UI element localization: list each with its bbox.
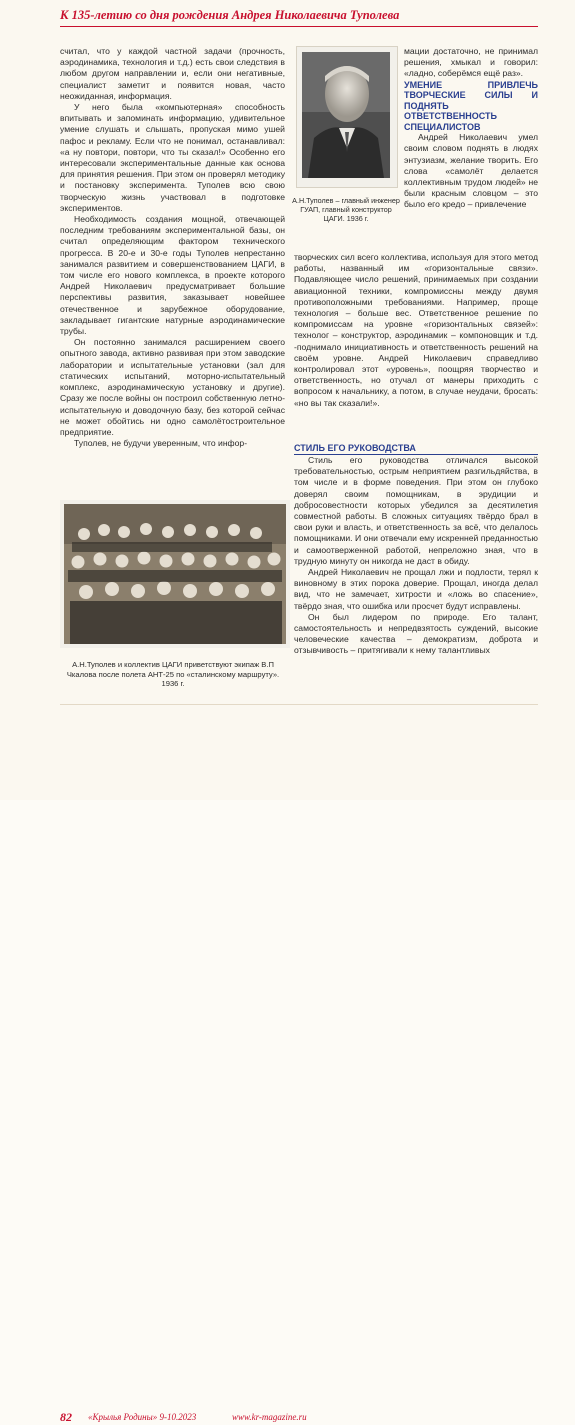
portrait-image	[302, 52, 390, 178]
section-heading-leadership: СТИЛЬ ЕГО РУКОВОДСТВА	[294, 443, 416, 453]
portrait-caption: А.Н.Туполев – главный инженер ГУАП, главный конструктор ЦАГИ. 1936 г.	[292, 196, 400, 224]
magazine-issue: «Крылья Родины» 9-10.2023	[88, 1412, 197, 1422]
paragraph: Туполев, не будучи уверенным, что инфор-	[74, 438, 248, 449]
page-header-title: К 135-летию со дня рождения Андрея Николаевича Туполева	[60, 8, 400, 22]
header-divider	[60, 26, 538, 27]
group-photo	[64, 504, 286, 644]
paragraph: Необходимость создания мощной, отвечающей последним требованиям экспериментальной базы, он считал определяющим фактором технического прогресса. В 20-е и 30-е годы Туполев непрестанно занимался развитием и совершенствованием ЦАГИ, в том числе его нового комплекса, в проекте которого Андрей Николаевич предусматривает большие перспективы развития, заказывает новейшее отечественное и зарубежное оборудование, закладывает гигантские натурные аэродинамические трубы.	[60, 214, 285, 337]
paragraph: Стиль его руководства отличался высокой требовательностью, острым неприятием разгильдяйства, в том числе и в форме поведения. При этом он глубоко доверял своим помощникам, в эрудиции и добросовестности которых убедился за десятилетия совместной работы. В сложных ситуациях твёрдо брал в свои руки и власть, и ответственность за всё, что делалось помощниками. И они отвечали ему искренней преданностью и самоотверженной работой, непреложно зная, что в трудную минуту он никогда не даст в обиду.	[294, 455, 538, 566]
paragraph: Андрей Николаевич умел своим словом поднять в людях энтузиазм, желание творить. Его слова «самолёт делается коллективным трудом людей» не были красным словцом – это было его кредо – привлечение	[404, 132, 538, 210]
page-footer	[0, 704, 575, 1424]
column-right	[404, 46, 538, 211]
section-heading: УМЕНИЕ ПРИВЛЕЧЬ ТВОРЧЕСКИЕ СИЛЫ И ПОДНЯТЬ ОТВЕТСТВЕННОСТЬ СПЕЦИАЛИСТОВ	[404, 79, 538, 132]
paragraph: Андрей Николаевич не прощал лжи и подлости, терял к виновному в этих порока доверие. Прощал, иногда делал вид, что не замечает, хитрости и «ложь во спасение», твёрдо зная, что ошибка или просчет будут исправлены.	[294, 567, 538, 611]
paragraph: У него была «компьютерная» способность впитывать и запоминать информацию, удивительное умение слушать и слышать, пропуская мимо ушей пафос и рекламу. Если что не понимал, останавливал: «а ну повтори, повтори, что ты сказал!» Особенно его интересовали экспериментальные данные как основа для принятия решения. При этом он проверял методику и постановку эксперимента. Туполев всю свою творческую жизнь участвовал в подготовке экспериментов.	[60, 102, 285, 213]
group-photo-caption: А.Н.Туполев и коллектив ЦАГИ приветствуют экипаж В.П Чкалова после полета АНТ-25 по «сталинскому маршруту». 1936 г.	[66, 660, 280, 689]
column-left	[60, 46, 285, 449]
column-leadership-style	[294, 455, 538, 657]
paragraph: творческих сил всего коллектива, используя для этого метод работы, названный им «горизонтальные связи». Подавляющее число решений, принимаемых при создании авиационной техники, компромиссны между двумя противоположными требованиями. Например, проще технология – больше вес. Ответственное решение по компромиссам на уровне «горизонтальных связей»: технолог – конструктор, аэродинамик – компоновщик и т.д. -поднимало инициативность и ответственность решений на своём уровне. Андрей Николаевич справедливо контролировал этот «уровень», поощряя творчество и ответственность, но отучал от манеры приходить с вопросом к начальнику, а потом, в случае неудачи, бросать: «но вы так сказали!».	[294, 252, 538, 408]
paragraph: Он был лидером по природе. Его талант, самостоятельность и непредвзятость суждений, высокие человеческие качества – демократизм, доброта и отзывчивость – притягивали к нему талантливых	[294, 611, 538, 656]
paragraph: мации достаточно, не принимал решения, хмыкал и говорил: «ладно, соберёмся ещё раз».	[404, 46, 538, 79]
column-center-continued	[294, 252, 538, 409]
magazine-website-link[interactable]: www.kr-magazine.ru	[232, 1412, 307, 1422]
portrait-photo	[302, 52, 390, 178]
paragraph: Он постоянно занимался расширением своего опытного завода, активно развивая при этом заводские лаборатории и испытательные установки (зал для статических испытаний, моторно-испытательный комплекс, аэродинамическую установку и другие). Сразу же после войны он построил собственную летно-испытательную и доводочную базу, без которой сейчас не может обойтись ни одно самолётостроительное предприятие.	[60, 337, 285, 437]
page-number: 82	[60, 1410, 72, 1424]
group-photo-image	[64, 504, 286, 644]
paragraph: считал, что у каждой частной задачи (прочность, аэродинамика, технология и т.д.) есть свои следствия в любом другом направлении и, если они негативные, специалист заметит и появится новая, часто неожиданная, информация.	[60, 46, 285, 101]
